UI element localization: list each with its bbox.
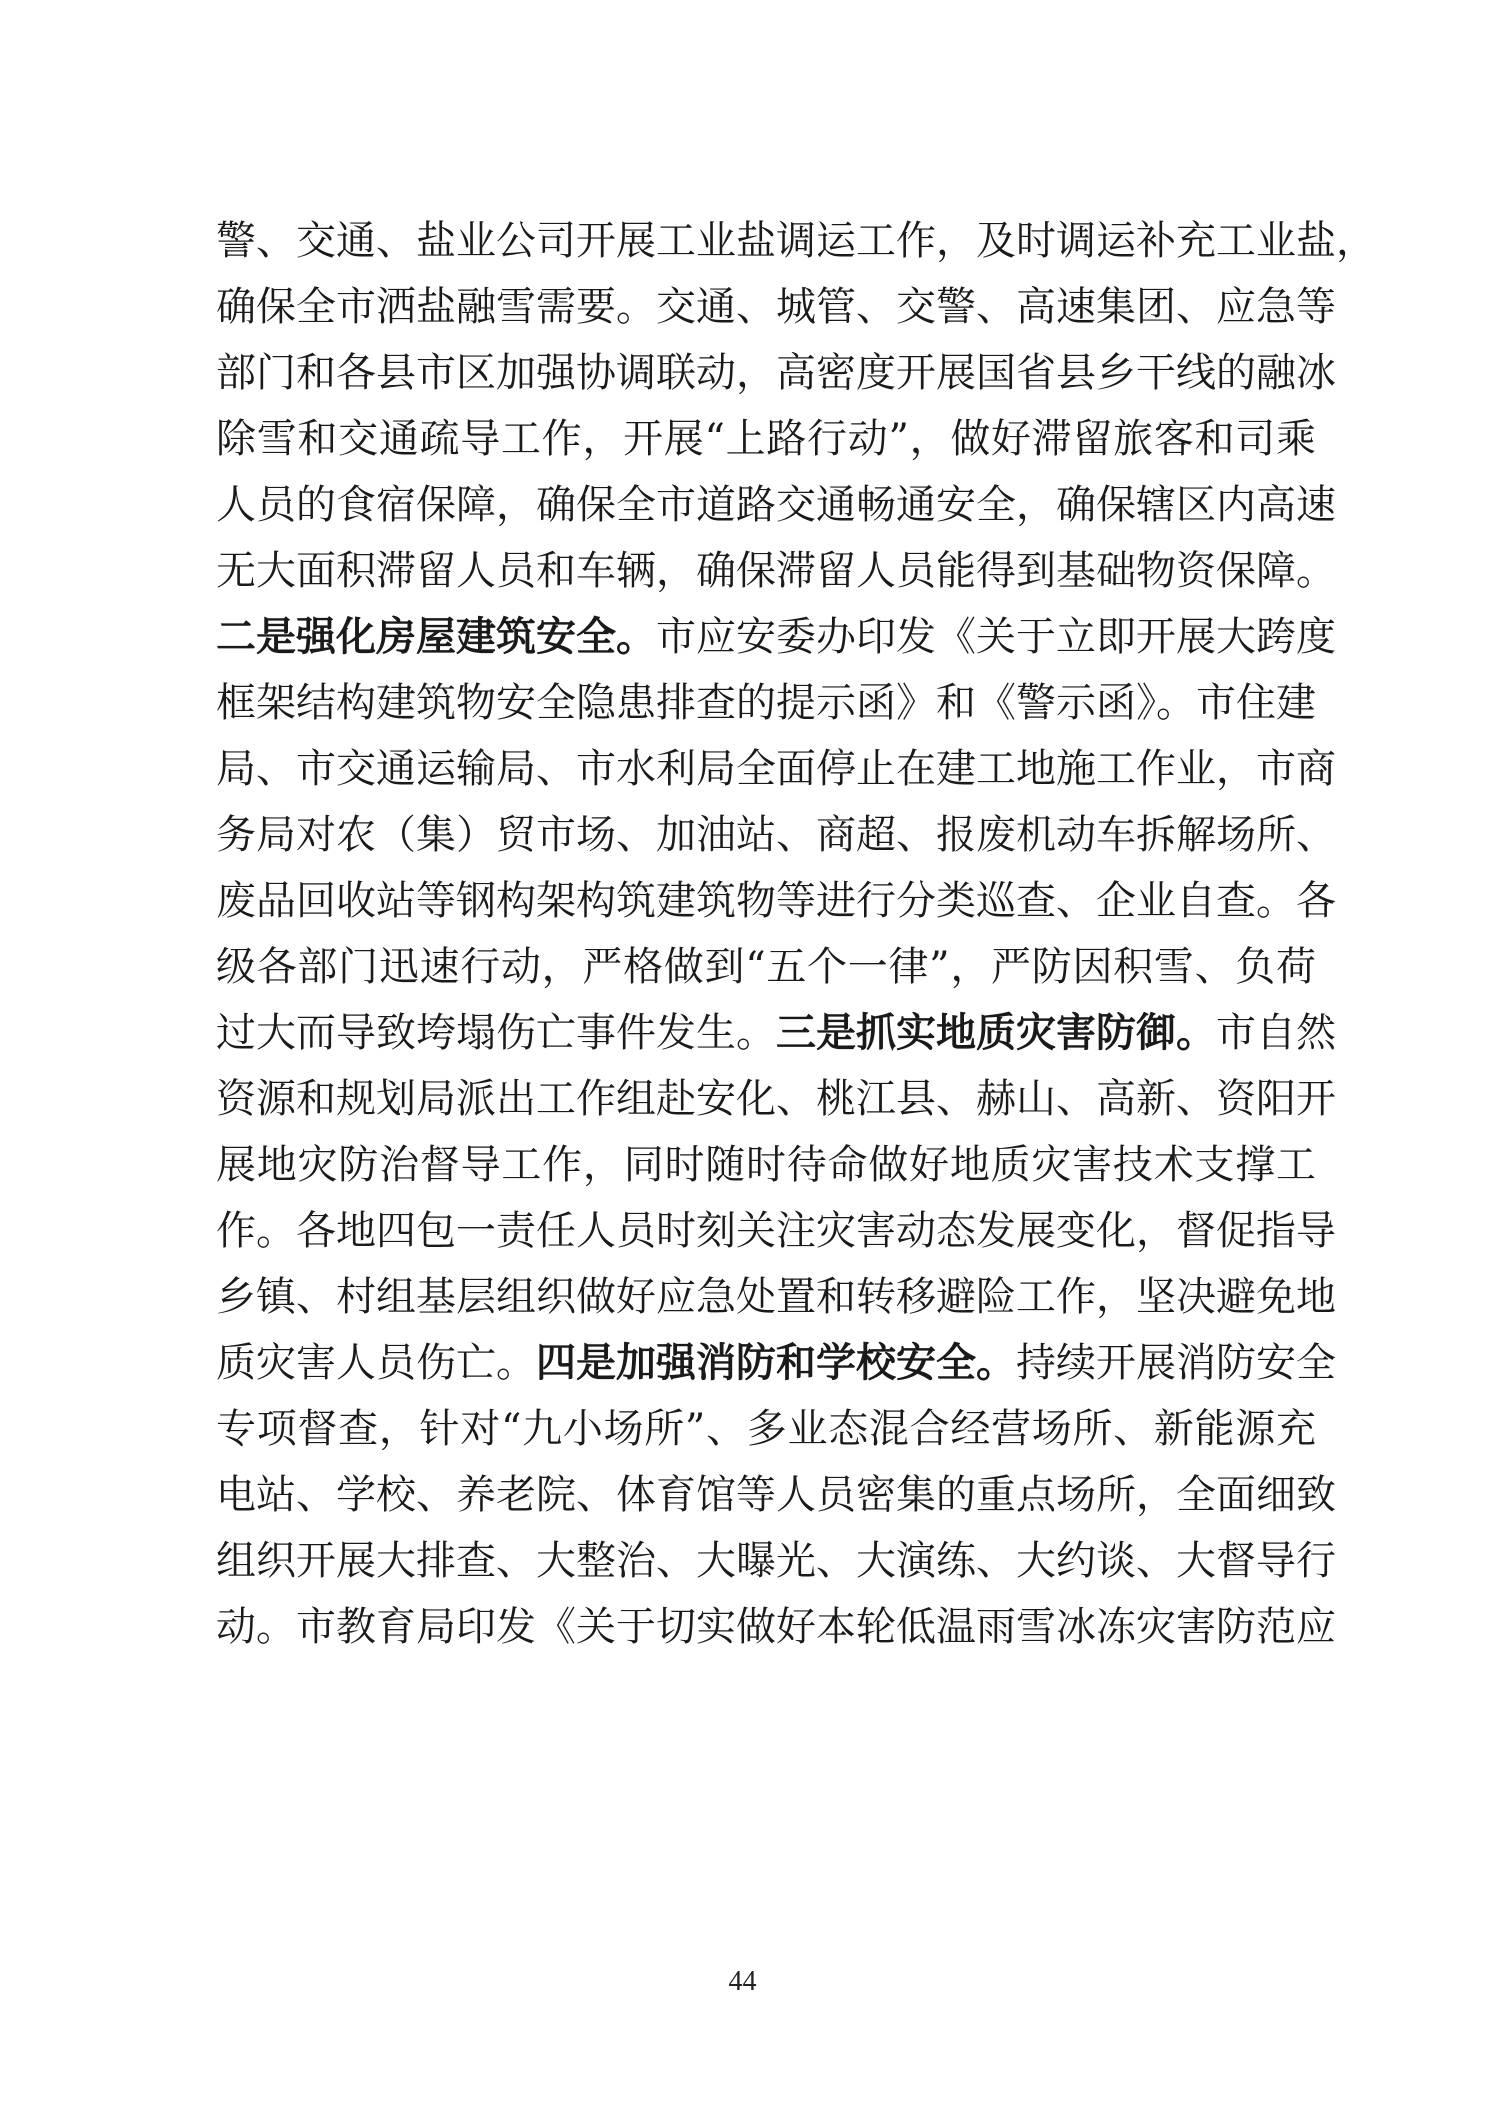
text-line (216, 1132, 1316, 1198)
bold-heading-segment: 三是抓实地质灾害防御。 (776, 1009, 1216, 1056)
text-segment: 级各部门迅速行动，严格做到“五个一律”，严防因积雪、负荷 (216, 944, 1316, 990)
text-segment: 作。各地四包一责任人员时刻关注灾害动态发展变化，督促指导 (216, 1208, 1336, 1254)
text-segment: 市应安委办印发《关于立即开展大跨度 (656, 614, 1336, 660)
text-segment: 电站、学校、养老院、体育馆等人员密集的重点场所，全面细致 (216, 1472, 1336, 1518)
text-line (216, 472, 1336, 538)
text-segment: 除雪和交通疏导工作，开展“上路行动”，做好滞留旅客和司乘 (216, 416, 1316, 462)
text-line (216, 604, 1336, 670)
text-line (216, 1594, 1336, 1660)
text-segment: 务局对农（集）贸市场、加油站、商超、报废机动车拆解场所、 (216, 812, 1336, 858)
text-line (216, 208, 1376, 274)
text-line (216, 1462, 1336, 1528)
text-segment: 人员的食宿保障，确保全市道路交通畅通安全，确保辖区内高速 (216, 482, 1336, 528)
body-text (216, 208, 1376, 1660)
text-segment: 确保全市洒盐融雪需要。交通、城管、交警、高速集团、应急等 (216, 284, 1336, 330)
text-line (216, 1000, 1336, 1066)
page-number: 44 (728, 1966, 757, 1997)
text-line (216, 802, 1336, 868)
text-line (216, 340, 1336, 406)
text-segment: 动。市教育局印发《关于切实做好本轮低温雨雪冰冻灾害防范应 (216, 1604, 1336, 1650)
text-line (216, 1330, 1336, 1396)
text-line (216, 934, 1316, 1000)
text-segment: 市自然 (1216, 1010, 1336, 1056)
text-segment: 部门和各县市区加强协调联动，高密度开展国省县乡干线的融冰 (216, 350, 1336, 396)
text-line (216, 406, 1316, 472)
text-line (216, 1066, 1336, 1132)
text-segment: 废品回收站等钢构架构筑建筑物等进行分类巡查、企业自查。各 (216, 878, 1336, 924)
text-segment: 过大而导致垮塌伤亡事件发生。 (216, 1010, 776, 1056)
text-segment: 框架结构建筑物安全隐患排查的提示函》和《警示函》。市住建 (216, 680, 1316, 726)
bold-heading-segment: 二是强化房屋建筑安全。 (216, 613, 656, 660)
text-segment: 乡镇、村组基层组织做好应急处置和转移避险工作，坚决避免地 (216, 1274, 1336, 1320)
text-segment: 持续开展消防安全 (1016, 1340, 1336, 1386)
text-segment: 专项督查，针对“九小场所”、多业态混合经营场所、新能源充 (216, 1406, 1316, 1452)
text-line (216, 1528, 1336, 1594)
text-line (216, 868, 1336, 934)
text-line (216, 736, 1336, 802)
text-line (216, 274, 1336, 340)
text-segment: 局、市交通运输局、市水利局全面停止在建工地施工作业，市商 (216, 746, 1336, 792)
text-line (216, 1198, 1336, 1264)
text-line (216, 1264, 1336, 1330)
text-line (216, 1396, 1316, 1462)
text-segment: 警、交通、盐业公司开展工业盐调运工作，及时调运补充工业盐， (216, 218, 1376, 264)
text-segment: 无大面积滞留人员和车辆，确保滞留人员能得到基础物资保障。 (216, 548, 1336, 594)
text-segment: 展地灾防治督导工作，同时随时待命做好地质灾害技术支撑工 (216, 1142, 1316, 1188)
text-line (216, 670, 1316, 736)
text-segment: 组织开展大排查、大整治、大曝光、大演练、大约谈、大督导行 (216, 1538, 1336, 1584)
text-segment: 资源和规划局派出工作组赴安化、桃江县、赫山、高新、资阳开 (216, 1076, 1336, 1122)
text-line (216, 538, 1336, 604)
text-segment: 质灾害人员伤亡。 (216, 1340, 536, 1386)
bold-heading-segment: 四是加强消防和学校安全。 (536, 1339, 1016, 1386)
